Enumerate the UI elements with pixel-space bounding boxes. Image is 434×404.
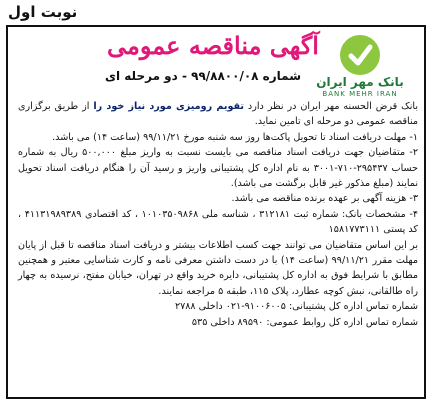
brand-name: بانک مهر ایران — [316, 75, 404, 89]
closing-paragraph: بر این اساس متقاضیان می توانند جهت کسب اطلاعات بیشتر و دریافت اسناد مناقصه تا قبل از پایان مهلت مقرر ۹۹/۱۱/۲۱ (ساعت ۱۴) با در دست داشتن معرفی نامه و کارت شناسایی معتبر و همچنین مطابق با شرایط فوق به اداره کل پشتیبانی، دایره خرید واقع در تهران، خیابان مفتح، نرسیده به چهار راه طالقانی، نبش کوچه عطارد، پلاک ۱۱۵، طبقه ۵ مراجعه نمایند. — [18, 239, 418, 297]
brand-name-en: BANK MEHR IRAN — [322, 90, 398, 98]
intro-text-a: بانک قرض الحسنه مهر ایران در نظر دارد — [243, 101, 418, 112]
round-label: نوبت اول — [8, 3, 78, 21]
item-deadline: ۱- مهلت دریافت اسناد تا تحویل پاکت‌ها روز سه شنبه مورخ ۹۹/۱۱/۲۱ (ساعت ۱۴) می باشد. — [52, 131, 418, 143]
support-phone: شماره تماس اداره کل پشتیبانی: ۹۱۰۰۶۰۰۵-۰۲۱ داخلی ۲۷۸۸ — [174, 301, 418, 313]
item-bank-details: ۴- مشخصات بانک: شماره ثبت ۳۱۲۱۸۱ ، شناسه ملی ۱۰۱۰۳۵۰۹۸۶۸ ، کد اقتصادی ۴۱۱۳۱۹۸۹۳۸۹ ، کد پستی ۱۵۸۱۷۷۳۱۱۱ — [18, 208, 418, 236]
notice-title: آگهی مناقصه عمومی — [107, 31, 319, 60]
tender-subject: تقویم رومیزی مورد نیاز خود را — [93, 101, 244, 112]
notice-frame — [6, 25, 426, 399]
pr-phone: شماره تماس اداره کل روابط عمومی: ۸۹۵۹۰ داخلی ۵۳۵ — [191, 316, 418, 328]
intro-text-b: از طریق برگزاری مناقصه عمومی دو مرحله ای تامین نماید. — [18, 101, 418, 128]
intro-paragraph — [18, 99, 418, 130]
notice-body — [18, 99, 418, 330]
item-payment: ۲- متقاضیان جهت دریافت اسناد مناقصه می بایست نسبت به واریز مبلغ ۵۰۰,۰۰۰ ریال به شماره حساب ۲۹۵۴۳۷-۷۱۰-۳۰۰۱ به نام اداره کل پشتیبانی واریز و رسید آن را هنگام دریافت اسناد تحویل نمایند (مبلغ مذکور غیر قابل برگشت می باشد). — [18, 147, 419, 190]
item-ad-cost: ۳- هزینه آگهی بر عهده برنده مناقصه می باشد. — [231, 193, 418, 205]
tender-number: شماره ۹۹/۸۸۰۰/۰۸ - دو مرحله ای — [104, 69, 302, 83]
checkmark-icon — [340, 35, 380, 75]
